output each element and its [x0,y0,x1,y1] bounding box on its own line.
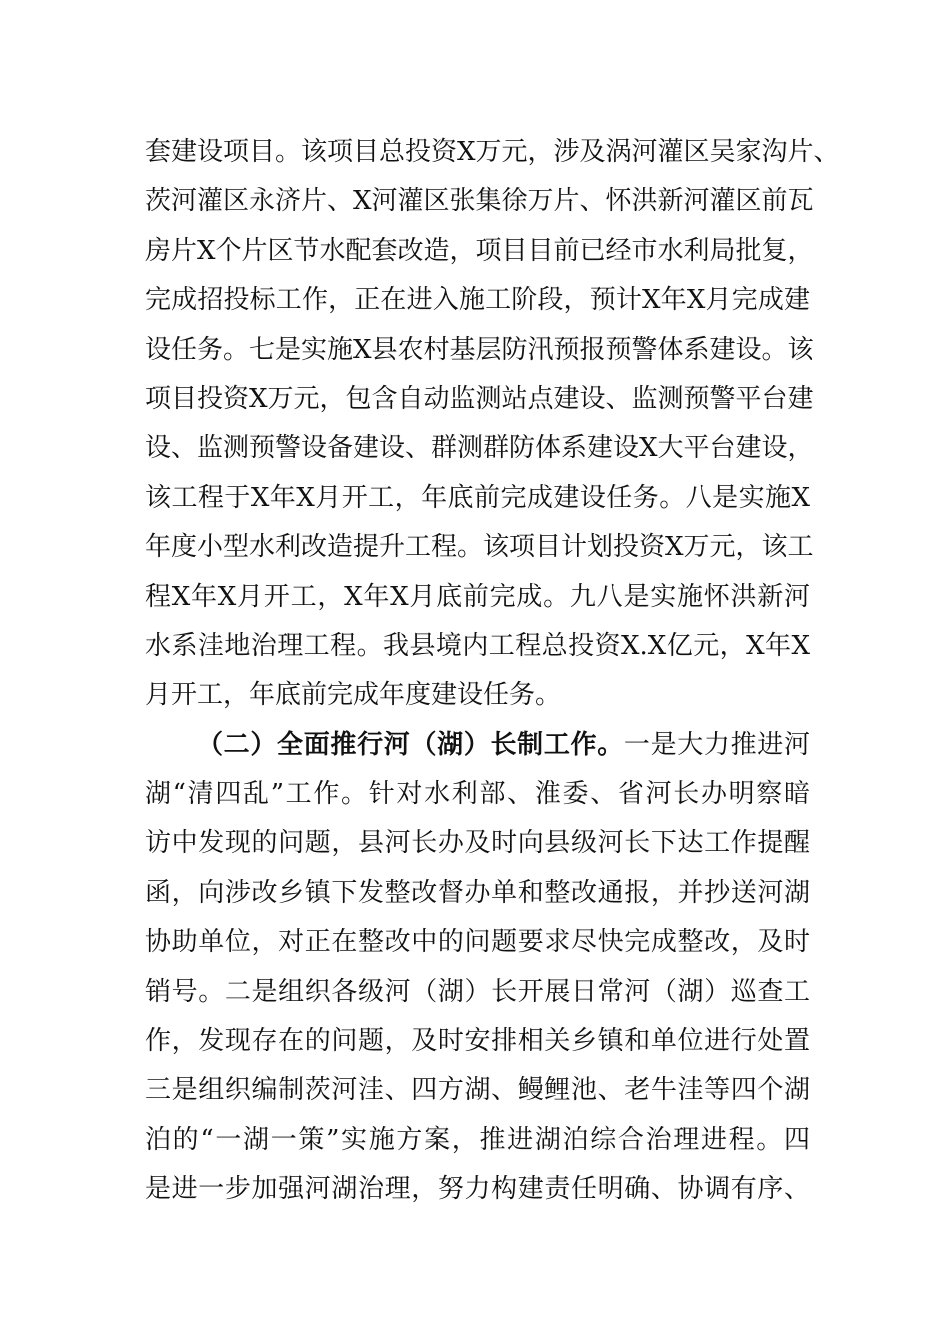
paragraph-1 [145,128,840,721]
text-line: 完成招投标工作，正在进入施工阶段，预计X年X月完成建 [145,285,810,316]
text-line: 湖“清四乱”工作。针对水利部、淮委、省河长办明察暗 [145,779,810,810]
text-line: 泊的“一湖一策”实施方案，推进湖泊综合治理进程。四 [145,1124,810,1155]
body-text [145,128,840,1215]
text-line: 水系洼地治理工程。我县境内工程总投资X.X亿元，X年X [145,630,810,661]
heading-trailing-text: 一是大力推进河 [623,729,810,760]
text-line: 年度小型水利改造提升工程。该项目计划投资X万元，该工 [145,532,814,563]
text-line: 是进一步加强河湖治理，努力构建责任明确、协调有序、 [145,1174,810,1205]
text-line: 套建设项目。该项目总投资X万元，涉及涡河灌区吴家沟片、 [145,137,840,167]
text-line: 设、监测预警设备建设、群测群防体系建设X大平台建设， [145,433,814,464]
paragraph-first-line [145,721,810,770]
text-line: 设任务。七是实施X县农村基层防汛预报预警体系建设。该 [145,334,814,365]
text-line: 销号。二是组织各级河（湖）长开展日常河（湖）巡查工 [145,976,810,1007]
text-line: 作，发现存在的问题，及时安排相关乡镇和单位进行处置 [145,1026,810,1057]
text-line: 月开工，年底前完成年度建设任务。 [145,680,562,711]
text-line: 三是组织编制茨河洼、四方湖、鳗鲤池、老牛洼等四个湖 [145,1075,810,1106]
text-line: 协助单位，对正在整改中的问题要求尽快完成整改，及时 [145,927,810,958]
text-line: 房片X个片区节水配套改造，项目目前已经市水利局批复， [145,235,814,266]
text-line: 茨河灌区永济片、X河灌区张集徐万片、怀洪新河灌区前瓦 [145,186,814,217]
text-line: 项目投资X万元，包含自动监测站点建设、监测预警平台建 [145,383,814,414]
text-line: 该工程于X年X月开工，年底前完成建设任务。八是实施X [145,482,810,513]
paragraph-2 [145,721,810,1215]
text-line: 函，向涉改乡镇下发整改督办单和整改通报，并抄送河湖 [145,877,810,908]
section-heading: （二）全面推行河（湖）长制工作。 [197,729,624,760]
text-line: 程X年X月开工，X年X月底前完成。九八是实施怀洪新河 [145,581,810,612]
text-line: 访中发现的问题，县河长办及时向县级河长下达工作提醒 [145,828,810,859]
